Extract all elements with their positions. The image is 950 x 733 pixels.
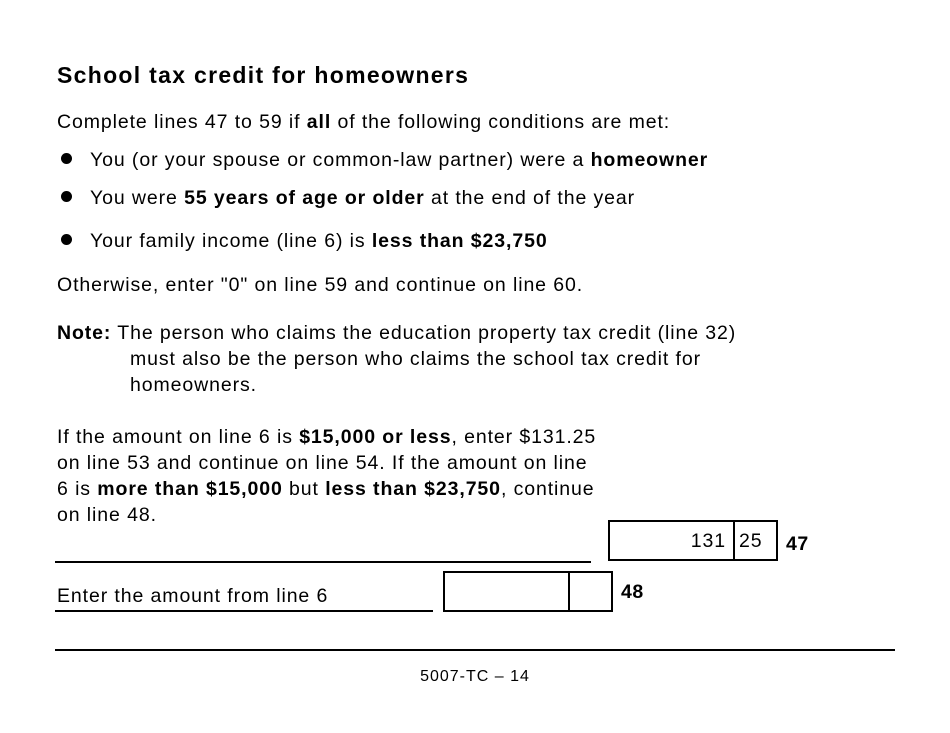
bullet-icon: [61, 153, 72, 164]
line47-cents: 25: [739, 530, 763, 552]
footer-divider: [55, 649, 895, 651]
line47-dollars: 131: [610, 522, 735, 559]
condition-bold: 55 years of age or older: [184, 187, 425, 209]
instruction-text: If the amount on line 6 is: [57, 426, 300, 448]
line48-dollars[interactable]: [445, 573, 570, 610]
section-title: School tax credit for homeowners: [57, 62, 470, 88]
instruction-text: but: [282, 478, 326, 500]
condition-text: at the end of the year: [424, 187, 636, 209]
note: [57, 320, 897, 398]
otherwise-text: Otherwise, enter "0" on line 59 and continue on line 60.: [57, 274, 584, 296]
bullet-icon: [61, 191, 72, 202]
note-text: must also be the person who claims the school tax credit for: [130, 348, 701, 370]
note-text: The person who claims the education property tax credit (line 32): [111, 322, 737, 344]
instruction-bold: $15,000 or less: [299, 426, 452, 448]
condition-bold: homeowner: [590, 149, 709, 171]
condition-item: [90, 147, 708, 173]
intro-bold: all: [306, 111, 332, 133]
note-label: Note:: [57, 322, 112, 344]
line48-label: Enter the amount from line 6: [57, 585, 329, 607]
condition-text: You were: [90, 187, 185, 209]
leader-line: [55, 610, 433, 612]
instruction-bold: more than $15,000: [97, 478, 283, 500]
page-footer: 5007-TC – 14: [420, 668, 530, 685]
intro-text: [57, 109, 670, 135]
line48-amount-field[interactable]: [443, 571, 613, 612]
leader-line: [55, 561, 591, 563]
condition-bold: less than $23,750: [371, 230, 548, 252]
bullet-icon: [61, 234, 72, 245]
line48-number: 48: [621, 581, 644, 603]
condition-text: Your family income (line 6) is: [90, 230, 372, 252]
condition-item: [90, 185, 635, 211]
instruction-text: , continue on line 48.: [57, 478, 595, 526]
condition-item: [90, 228, 548, 254]
instruction-text: , enter $131.25 on line 53 and continue on line 54. If the amount on line 6 is: [57, 426, 597, 500]
line47-instructions: [57, 424, 597, 528]
intro-pre: Complete lines 47 to 59 if: [57, 111, 307, 133]
instruction-bold: less than $23,750: [325, 478, 501, 500]
line48-cents[interactable]: [570, 573, 611, 610]
intro-post: of the following conditions are met:: [331, 111, 671, 133]
line47-amount-field[interactable]: [608, 520, 778, 561]
line47-number: 47: [786, 533, 809, 555]
condition-text: You (or your spouse or common-law partner) were a: [90, 149, 591, 171]
note-text: homeowners.: [130, 374, 257, 396]
